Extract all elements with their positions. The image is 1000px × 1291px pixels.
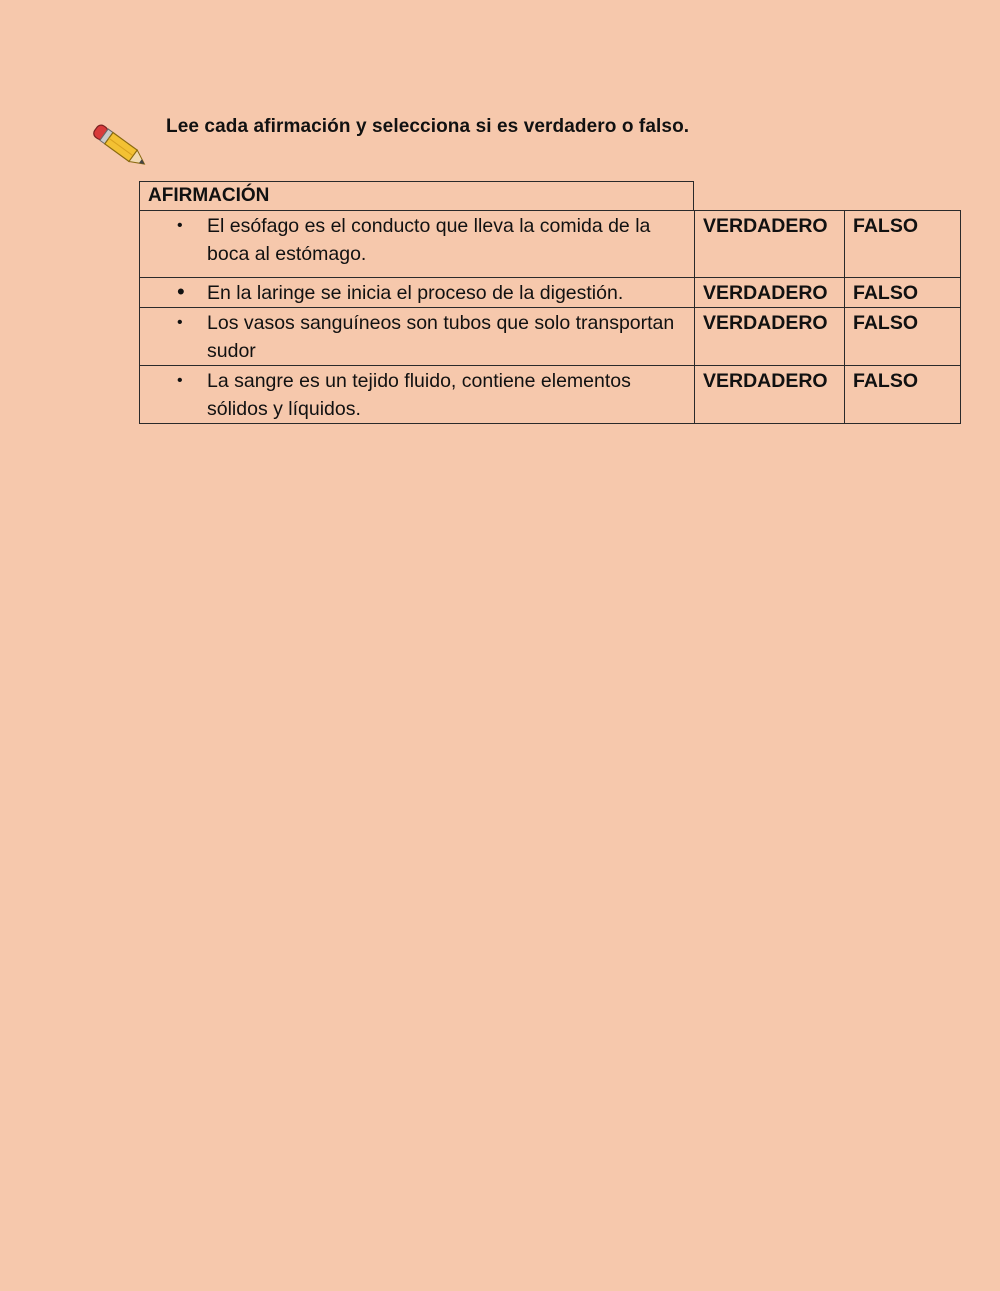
false-option[interactable]: FALSO (853, 282, 919, 304)
false-option-cell[interactable] (845, 366, 961, 424)
pencil-icon (88, 116, 154, 178)
true-option[interactable]: VERDADERO (703, 312, 828, 334)
statement-cell (140, 366, 695, 424)
bullet-icon: • (177, 279, 185, 304)
false-option-cell[interactable] (845, 308, 961, 366)
false-option-cell[interactable] (845, 211, 961, 278)
statement-text: La sangre es un tejido fluido, contiene elementos sólidos y líquidos. (207, 370, 631, 420)
false-option[interactable]: FALSO (853, 370, 919, 392)
table-row (140, 211, 961, 278)
false-option-cell[interactable] (845, 278, 961, 308)
false-option[interactable]: FALSO (853, 312, 919, 334)
quiz-table (139, 210, 961, 424)
table-header-afirmacion: AFIRMACIÓN (139, 181, 694, 211)
bullet-icon: • (177, 217, 183, 234)
true-option-cell[interactable] (695, 278, 845, 308)
table-row (140, 308, 961, 366)
instruction-text: Lee cada afirmación y selecciona si es verdadero o falso. (166, 116, 690, 137)
statement-text: En la laringe se inicia el proceso de la digestión. (207, 282, 624, 304)
statement-cell (140, 308, 695, 366)
statement-text: El esófago es el conducto que lleva la comida de la boca al estómago. (207, 215, 651, 265)
statement-cell (140, 211, 695, 278)
true-option[interactable]: VERDADERO (703, 282, 828, 304)
statement-cell (140, 278, 695, 308)
table-row (140, 366, 961, 424)
bullet-icon: • (177, 314, 183, 331)
table-row (140, 278, 961, 308)
true-option-cell[interactable] (695, 366, 845, 424)
true-option[interactable]: VERDADERO (703, 370, 828, 392)
false-option[interactable]: FALSO (853, 215, 919, 237)
bullet-icon: • (177, 372, 183, 389)
true-option[interactable]: VERDADERO (703, 215, 828, 237)
true-option-cell[interactable] (695, 308, 845, 366)
statement-text: Los vasos sanguíneos son tubos que solo transportan sudor (207, 312, 675, 362)
true-option-cell[interactable] (695, 211, 845, 278)
